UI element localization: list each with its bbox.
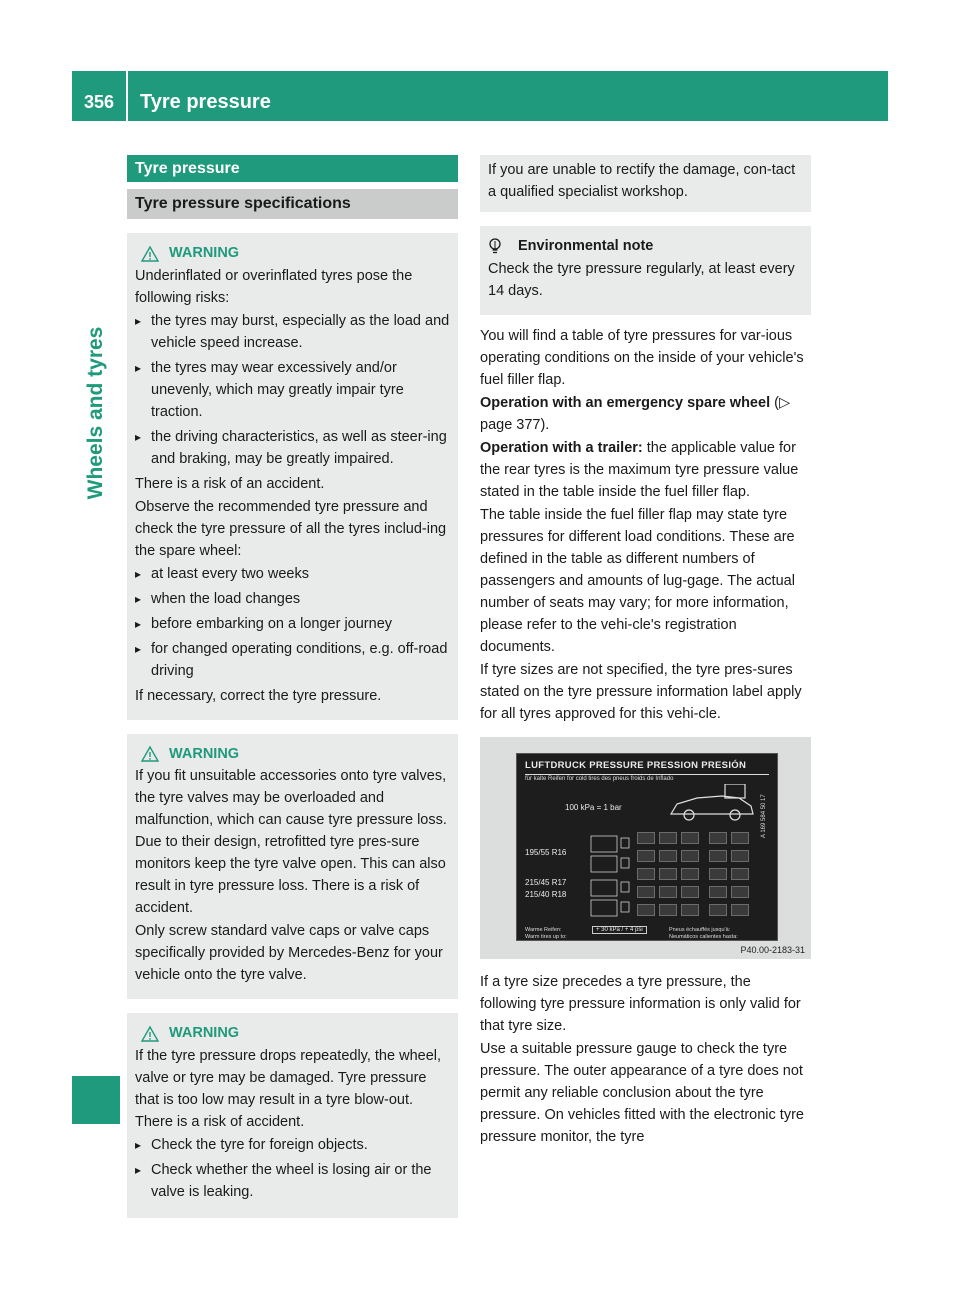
label-kpa: 100 kPa = 1 bar: [565, 802, 622, 812]
risk-list: [135, 310, 450, 470]
warning-heading-text: WARNING: [169, 245, 240, 261]
emergency-wheel-text: [480, 392, 811, 436]
closing-text: If necessary, correct the tyre pressure.: [135, 687, 382, 704]
bullet-icon: ▸: [135, 591, 142, 606]
bullet-icon: ▸: [135, 360, 142, 375]
list-item: ▸ at least every two weeks: [135, 563, 450, 585]
list-item: ▸ for changed operating conditions, e.g. off-road driving: [135, 638, 450, 682]
warning-heading: [135, 744, 450, 766]
label-warm-en: Warm tires up to:: [525, 933, 567, 940]
label-warm-es: Neumáticos calientes hasta:: [669, 933, 738, 940]
label-subtitle: für kalte Reifen for cold tires des pneus froids de Inflado: [525, 775, 674, 782]
environment-heading-text: Environmental note: [518, 238, 654, 254]
page-title: Tyre pressure: [140, 91, 271, 113]
list-item: ▸ the driving characteristics, as well as steer-ing and braking, may be greatly impaired.: [135, 426, 450, 470]
bullet-icon: ▸: [135, 566, 142, 581]
warning-box-2: [127, 734, 458, 1000]
label-warm-tyres-fr-es: [669, 927, 738, 941]
warning-triangle-icon: [141, 246, 159, 262]
warning-heading-text: WARNING: [169, 1025, 240, 1041]
warning-box-3: [127, 1013, 458, 1218]
observe-text: Observe the recommended tyre pressure and check the tyre pressure of all the tyres includ-ing the spare wheel:: [135, 498, 447, 559]
tyre-pressure-label-image: [480, 737, 811, 959]
label-title: LUFTDRUCK PRESSURE PRESSION PRESIÓN: [525, 760, 769, 775]
environment-heading: [488, 236, 803, 258]
header-divider: [126, 71, 128, 121]
bullet-icon: ▸: [135, 429, 142, 444]
table-info-text: You will find a table of tyre pressures for var-ious operating conditions on the inside of your vehicle's fuel filler flap.: [480, 327, 804, 388]
label-warm-de: Warme Reifen:: [525, 926, 562, 933]
continued-box: [480, 155, 811, 212]
environment-note-box: [480, 226, 811, 315]
check-list: [135, 563, 450, 682]
emergency-wheel-bold: Operation with an emergency spare wheel: [480, 394, 771, 411]
load-conditions-text: The table inside the fuel filler flap may state tyre pressures for different load conditions. These are defined in the table as different numbers of passengers and amounts of lug-gage. The actual number of seats may vary; for more information, please refer to the vehi-cle's registration documents.: [480, 506, 795, 655]
size-precedes-text: If a tyre size precedes a tyre pressure, the following tyre pressure information is only valid for that tyre size.: [480, 973, 801, 1034]
action-list: [135, 1134, 450, 1203]
label-part-code: A 169 584 50 17: [761, 793, 767, 838]
image-caption: P40.00-2183-31: [740, 944, 805, 955]
side-chapter-tab: [72, 170, 120, 655]
section-title: Tyre pressure: [127, 155, 458, 182]
page-number: 356: [84, 92, 115, 112]
label-warm-fr: Pneus échauffés jusqu'à:: [669, 926, 731, 933]
list-item: ▸ when the load changes: [135, 588, 450, 610]
list-item: ▸ Check the tyre for foreign objects.: [135, 1134, 450, 1156]
subsection-title: Tyre pressure specifications: [127, 189, 458, 219]
pressure-gauge-text: Use a suitable pressure gauge to check the tyre pressure. The outer appearance of a tyre does not permit any reliable conclusion about the tyre pressure. On vehicles fitted with the electronic tyre pressure monitor, the tyre: [480, 1040, 804, 1145]
label-warm-increase: + 30 kPa / + 4 psi: [592, 926, 647, 934]
bullet-icon: ▸: [135, 641, 142, 656]
left-column: [127, 155, 458, 1218]
label-size-1: 195/55 R16: [525, 847, 567, 857]
warning-heading: [135, 1023, 450, 1045]
tyre-sizes-text: If tyre sizes are not specified, the tyre pres-sures stated on the tyre pressure information label apply for all tyres approved for this vehi-cle.: [480, 661, 802, 722]
warning-intro: Underinflated or overinflated tyres pose the following risks:: [135, 267, 413, 306]
bullet-icon: ▸: [135, 313, 142, 328]
page-reference: (▷ page 377).: [480, 394, 791, 433]
load-pictogram-icons: [589, 834, 631, 918]
list-item: ▸ Check whether the wheel is losing air or the valve is leaking.: [135, 1159, 450, 1203]
warning-paragraph: Only screw standard valve caps or valve caps specifically provided by Mercedes-Benz for your vehicle onto the tyre valve.: [135, 923, 443, 983]
bullet-icon: ▸: [135, 1137, 142, 1152]
trailer-text: Operation with a trailer: the applicable value for the rear tyres is the maximum tyre pressure value stated in the table inside the fuel filler flap.: [480, 439, 799, 500]
label-size-2: 215/45 R17: [525, 877, 567, 887]
light-bulb-icon: [488, 238, 502, 256]
pressure-label-plate: [516, 753, 778, 941]
continued-text: If you are unable to rectify the damage, con-tact a qualified specialist workshop.: [488, 162, 796, 200]
car-silhouette-icon: [667, 784, 757, 824]
risk-note: There is a risk of an accident.: [135, 475, 325, 492]
environment-text: Check the tyre pressure regularly, at least every 14 days.: [488, 260, 795, 299]
warning-paragraph: If you fit unsuitable accessories onto tyre valves, the tyre valves may be overloaded and malfunction, which can cause tyre pressure loss. Due to their design, retrofitted tyre pres-sure monitors keep the tyre valve open. This can also result in tyre pressure loss. There is a risk of accident.: [135, 768, 447, 916]
list-item: ▸ the tyres may burst, especially as the load and vehicle speed increase.: [135, 310, 450, 354]
label-warm-tyres: [525, 927, 567, 941]
warning-heading: [135, 243, 450, 265]
warning-triangle-icon: [141, 746, 159, 762]
side-marker: [72, 1076, 120, 1124]
warning-triangle-icon: [141, 1026, 159, 1042]
trailer-bold: Operation with a trailer:: [480, 439, 643, 456]
warning-heading-text: WARNING: [169, 745, 240, 762]
list-item: ▸ the tyres may wear excessively and/or unevenly, which may greatly impair tyre traction.: [135, 357, 450, 423]
bullet-icon: ▸: [135, 616, 142, 631]
bullet-icon: ▸: [135, 1162, 142, 1177]
right-column: [480, 155, 811, 1149]
warning-box-1: [127, 233, 458, 720]
label-size-3: 215/40 R18: [525, 889, 567, 899]
side-chapter-label: Wheels and tyres: [84, 326, 107, 499]
list-item: ▸ before embarking on a longer journey: [135, 613, 450, 635]
warning-paragraph: If the tyre pressure drops repeatedly, the wheel, valve or tyre may be damaged. Tyre pressure that is too low may result in a tyre blow-out. There is a risk of accident.: [135, 1047, 442, 1130]
